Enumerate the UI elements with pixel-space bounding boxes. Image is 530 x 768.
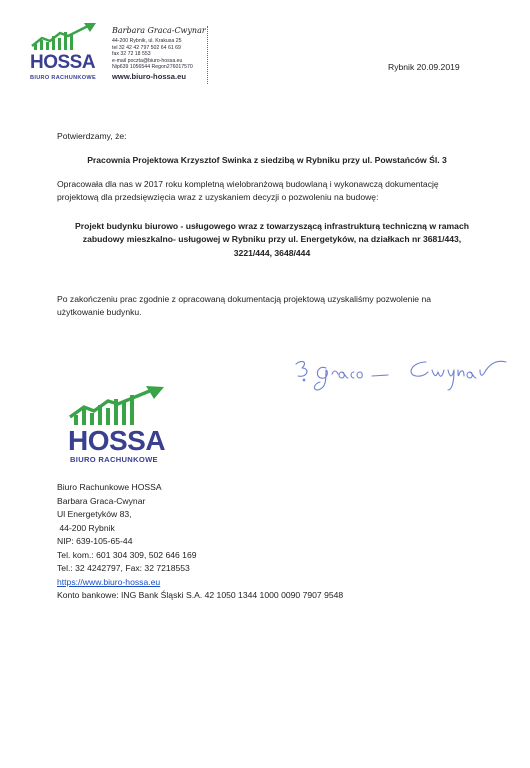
letter-intro: Potwierdzamy, że: (57, 131, 127, 141)
footer-phone: Tel.: 32 4242797, Fax: 32 7218553 (57, 563, 190, 573)
stamp-signature-name: Barbara Graca-Cwynar (112, 26, 206, 35)
growth-arrow-icon (68, 385, 168, 429)
stamp-logo (30, 22, 102, 82)
hossa-logo (68, 385, 168, 465)
footer-website-link[interactable]: https://www.biuro-hossa.eu (57, 576, 161, 587)
footer-street: Ul Energetyków 83, (57, 509, 132, 519)
paragraph-line: użytkowanie budynku. (57, 307, 142, 318)
stamp-line: tel 32 42 42 797 502 64 61 69 (112, 44, 181, 51)
letter-date: Rybnik 20.09.2019 (388, 62, 460, 72)
project-line: 3221/444, 3648/444 (233, 247, 311, 258)
logo-brand-sub: BIURO RACHUNKOWE (70, 455, 158, 464)
stamp-contact (112, 26, 208, 81)
stamp-divider (207, 26, 209, 84)
handwritten-signature (292, 356, 522, 396)
paragraph-line: Po zakończeniu prac zgodnie z opracowaną dokumentacją projektową uzyskaliśmy pozwolenie na (57, 294, 432, 304)
stamp-line: fax 32 72 18 553 (112, 51, 151, 58)
project-line: Projekt budynku biurowo - usługowego wraz z towarzyszącą infrastrukturą techniczną w ramach (75, 221, 469, 231)
letter-project (52, 220, 492, 260)
paragraph-line: Opracowała dla nas w 2017 roku kompletną wielobranżową budowlaną i wykonawczą dokumentację (57, 179, 439, 189)
footer-city: 44-200 Rybnik (57, 522, 115, 533)
growth-arrow-icon (30, 22, 102, 54)
letter-paragraph-1 (57, 178, 487, 205)
footer-name: Barbara Graca-Cwynar (57, 495, 146, 506)
footer-bank: Konto bankowe: ING Bank Śląski S.A. 42 1050 1344 1000 0090 7907 9548 (57, 590, 344, 600)
stamp-brand: HOSSA (30, 52, 96, 73)
stamp-line: e-mail poczta@biuro-hossa.eu (112, 57, 183, 64)
stamp-website: www.biuro-hossa.eu (112, 71, 186, 81)
letter-paragraph-2 (57, 293, 487, 320)
footer-company: Biuro Rachunkowe HOSSA (57, 482, 162, 492)
logo-brand: HOSSA (68, 425, 166, 456)
project-line: zabudowy mieszkalno- usługowej w Rybniku przy ul. Energetyków, na działkach nr 3681/443, (82, 234, 462, 245)
stamp-line: Nip639 1056544 Regon276017570 (112, 64, 193, 71)
stamp-line: 44-200 Rybnik, ul. Krakusa 25 (112, 38, 182, 44)
stamp-brand-sub: BIURO RACHUNKOWE (30, 75, 97, 81)
footer-contact (57, 481, 343, 603)
footer-mobile: Tel. kom.: 601 304 309, 502 646 169 (57, 549, 197, 560)
letter-company: Pracownia Projektowa Krzysztof Swinka z siedzibą w Rybniku przy ul. Powstańców Śl. 3 (87, 155, 447, 165)
paragraph-line: projektową dla przedsięwzięcia wraz z uzyskaniem decyzji o pozwoleniu na budowę: (57, 192, 379, 203)
footer-nip: NIP: 639-105-65-44 (57, 536, 133, 546)
